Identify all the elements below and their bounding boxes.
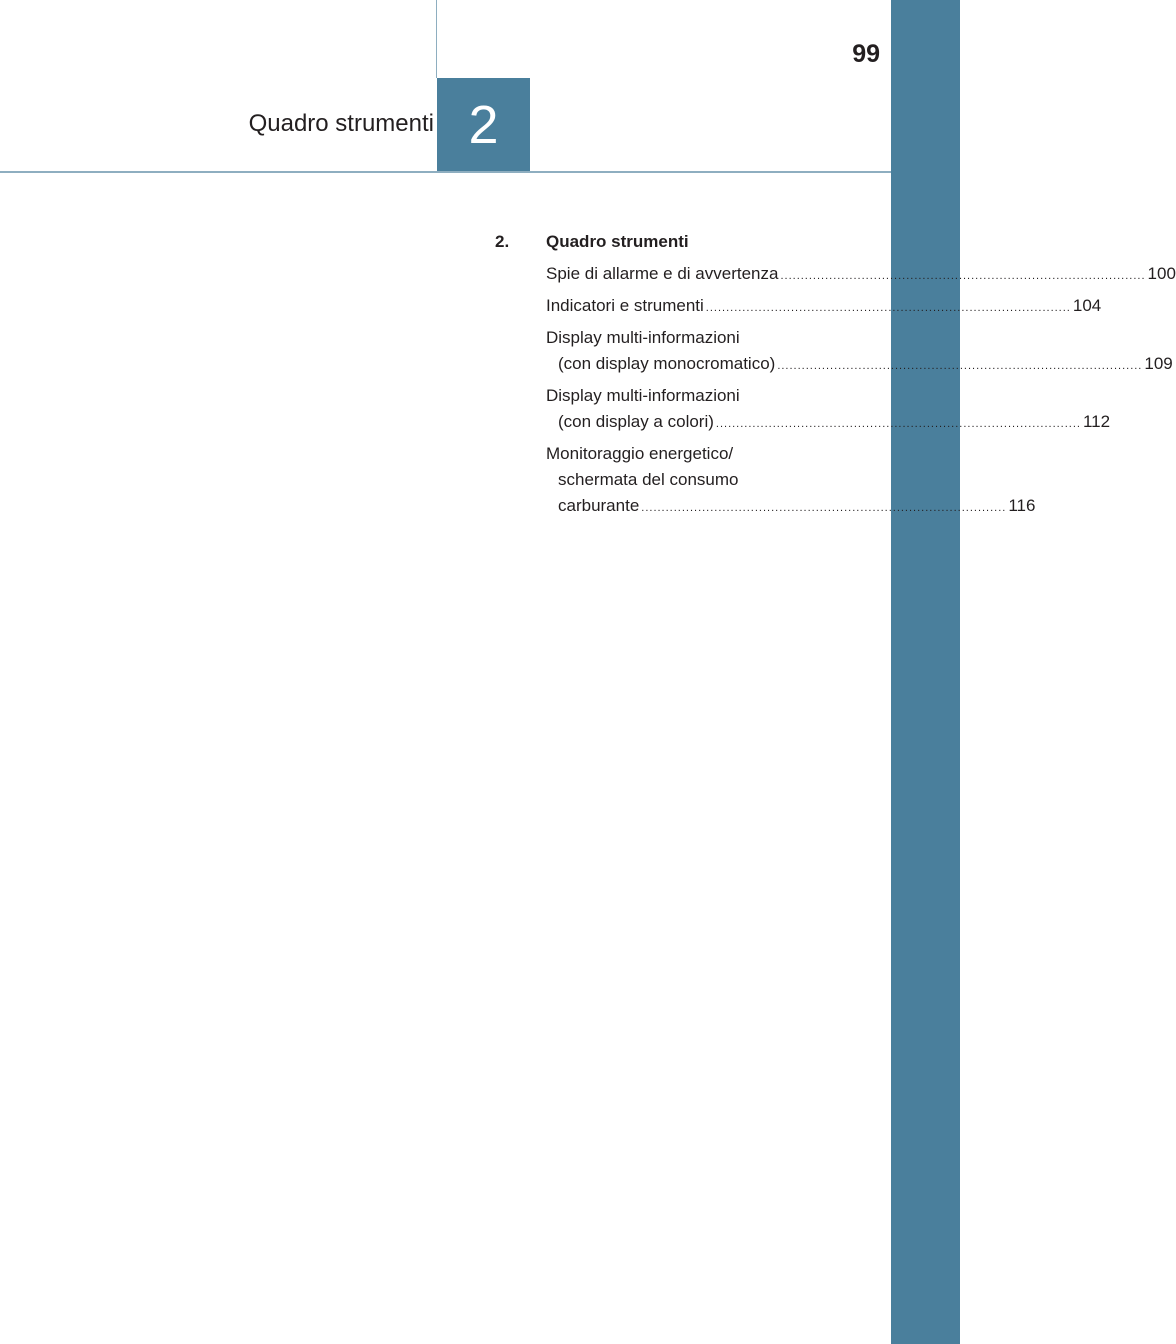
toc-entry-text: (con display monocromatico) [558, 354, 776, 373]
toc-section-number: 2. [495, 232, 510, 251]
toc-entry-page: 116 [1008, 496, 1036, 515]
leader-dots: .......................................................................................... [777, 360, 1143, 372]
toc-entry[interactable] [546, 261, 1176, 289]
chapter-number-tab [437, 78, 530, 171]
leader-dots: .......................................................................................... [715, 418, 1081, 430]
chapter-title: Quadro strumenti [248, 110, 434, 137]
toc-entry[interactable] [546, 441, 1036, 521]
toc-entry-text: Monitoraggio energetico/ [546, 444, 734, 463]
toc-entry-text: carburante [558, 496, 640, 515]
toc-entry-page: 100 [1147, 264, 1176, 283]
header-vertical-rule [436, 0, 437, 78]
header-horizontal-rule [0, 171, 891, 173]
toc-entry[interactable] [546, 293, 1102, 321]
toc-entry[interactable] [546, 383, 1111, 437]
leader-dots: .......................................................................................... [780, 270, 1146, 282]
toc-entry-text: Spie di allarme e di avvertenza [546, 264, 779, 283]
leader-dots: .......................................................................................... [641, 502, 1007, 514]
chapter-sidebar [891, 0, 960, 1344]
toc-entry-text: Display multi-informazioni [546, 386, 740, 405]
toc-entry-page: 112 [1082, 412, 1111, 431]
toc-entry-text: Display multi-informazioni [546, 328, 740, 347]
watermark: carmanualsonline.info [618, 1311, 884, 1336]
toc-entry-page: 109 [1144, 354, 1173, 373]
toc-entry-page: 104 [1072, 296, 1102, 315]
toc-list [546, 261, 1176, 525]
leader-dots: .......................................................................................... [705, 302, 1071, 314]
toc-entry[interactable] [546, 325, 1173, 379]
toc-section-title: Quadro strumenti [546, 232, 689, 251]
toc-entry-text: (con display a colori) [558, 412, 714, 431]
chapter-number: 2 [468, 94, 499, 155]
toc-entry-text: Indicatori e strumenti [546, 296, 704, 315]
page-number: 99 [852, 40, 880, 68]
toc-entry-text: schermata del consumo [558, 470, 739, 489]
